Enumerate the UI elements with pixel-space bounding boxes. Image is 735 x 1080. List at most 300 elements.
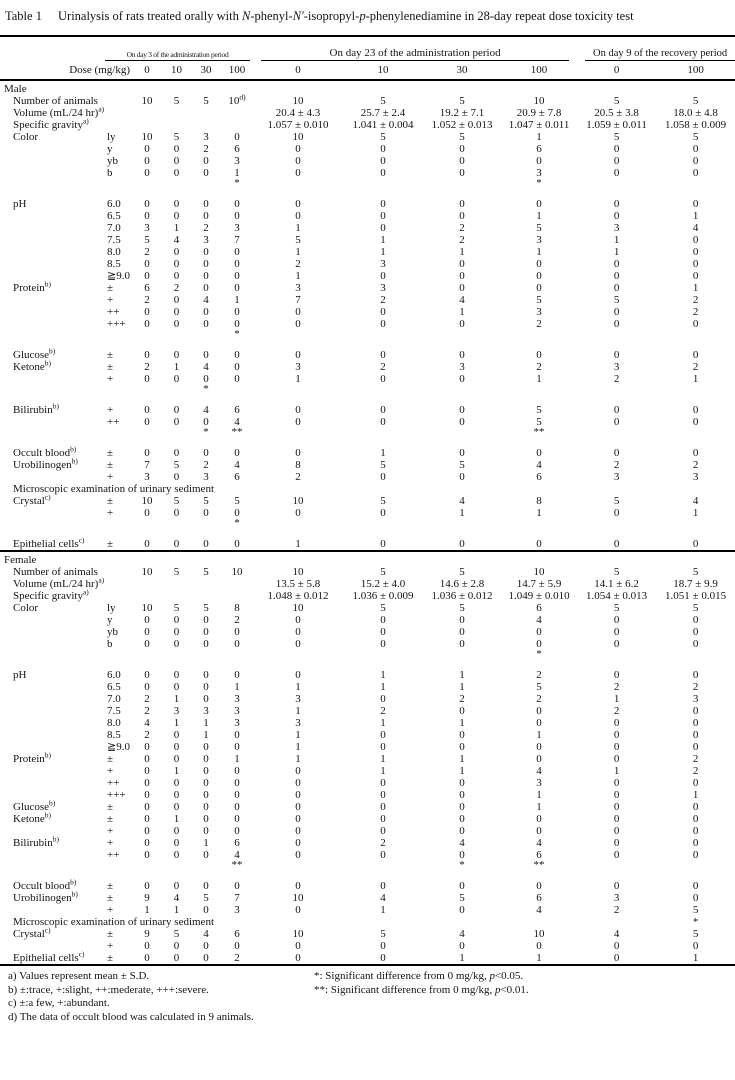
value-cell: 0 <box>144 416 150 429</box>
table-row <box>0 306 735 318</box>
grade-cell: b <box>107 638 113 651</box>
value-cell: 0 <box>234 210 240 223</box>
value-cell: 0 <box>173 789 180 802</box>
value-cell: 5 <box>173 928 180 941</box>
value-cell: 0 <box>692 801 699 814</box>
value-cell: 0 <box>295 155 301 168</box>
value-cell: 0 <box>295 940 301 953</box>
value-cell: 0 <box>536 155 542 168</box>
value-cell: 1 <box>203 837 209 850</box>
value-cell: 0 <box>144 940 150 953</box>
value-cell: 0 <box>203 373 209 386</box>
significance-mark <box>577 519 656 527</box>
value-cell: 0 <box>203 681 209 694</box>
significance-mark: ** <box>231 859 243 872</box>
value-cell: 0 <box>380 952 386 965</box>
value-cell: 2 <box>295 258 301 271</box>
value-cell: 1 <box>536 246 542 259</box>
spacer-cell <box>0 436 735 447</box>
grade-cell: ≧9.0 <box>107 741 130 754</box>
grade-cell: ± <box>107 447 114 460</box>
value-cell: 1 <box>536 373 542 386</box>
grade-cell: yb <box>107 626 118 639</box>
value-cell: 0 <box>173 416 180 429</box>
value-cell: 3 <box>380 258 386 271</box>
value-cell: 3 <box>613 471 620 484</box>
row-label: Epithelial cells$^{c)}$ <box>13 949 85 965</box>
grade-cell: + <box>107 404 114 417</box>
value-cell: 2 <box>459 693 465 706</box>
row-label <box>0 246 92 258</box>
value-cell: 0 <box>692 404 699 417</box>
dose-value: 10 <box>162 61 191 80</box>
value-cell: 10 <box>141 95 153 108</box>
value-cell: 1 <box>613 765 620 778</box>
value-cell: 3 <box>234 222 240 235</box>
value-cell: 0 <box>234 282 240 295</box>
value-cell: 5 <box>459 95 465 108</box>
value-cell: 3 <box>536 777 542 790</box>
table-row <box>0 222 735 234</box>
value-cell: 8 <box>536 495 542 508</box>
value-cell: 0 <box>203 825 209 838</box>
value-cell: 1 <box>295 373 301 386</box>
value-cell: 0 <box>203 849 209 862</box>
value-cell: 0 <box>144 801 150 814</box>
value-cell: 1 <box>234 167 240 180</box>
value-cell: 1 <box>692 507 699 520</box>
row-label: Number of animals <box>13 95 98 108</box>
row-label <box>0 416 92 428</box>
value-cell: 0 <box>173 258 180 271</box>
significance-mark <box>423 385 501 393</box>
value-cell: 6 <box>536 471 542 484</box>
value-cell: 18.0 ± 4.8 <box>673 107 718 120</box>
table-row <box>0 602 735 614</box>
value-cell: 5 <box>144 234 150 247</box>
value-cell: 5 <box>380 495 386 508</box>
value-cell: 0 <box>536 349 542 362</box>
value-cell: 0 <box>380 349 386 362</box>
grade-cell: + <box>107 765 114 778</box>
value-cell: 0 <box>173 349 180 362</box>
row-label <box>0 507 92 519</box>
value-cell: 0 <box>234 669 240 682</box>
value-cell: 0 <box>459 143 465 156</box>
value-cell: 0 <box>144 638 150 651</box>
spacer-row <box>0 187 735 198</box>
section-label: Male <box>4 83 27 96</box>
value-cell: 0 <box>173 777 180 790</box>
value-cell: 0 <box>234 306 240 319</box>
table-row <box>0 361 735 373</box>
grade-cell: 6.0 <box>107 198 121 211</box>
significance-mark <box>221 650 253 658</box>
value-cell: 2 <box>380 837 386 850</box>
value-cell: 1 <box>380 234 386 247</box>
value-cell: 1 <box>692 210 699 223</box>
value-cell: 1.049 ± 0.010 <box>508 590 570 603</box>
value-cell: 6 <box>234 404 240 417</box>
value-cell: 0 <box>692 849 699 862</box>
significance-marks-row <box>0 519 735 527</box>
value-cell: 0 <box>613 880 620 893</box>
significance-mark: ** <box>533 859 545 872</box>
value-cell: 5 <box>203 602 209 615</box>
value-cell: 0 <box>144 404 150 417</box>
significance-mark <box>253 650 343 658</box>
grade-cell: ± <box>107 495 114 508</box>
table-row <box>0 928 735 940</box>
grade-cell: b <box>107 167 113 180</box>
table-row <box>0 198 735 210</box>
table-row <box>0 952 735 965</box>
significance-mark <box>132 428 162 436</box>
value-cell: 3 <box>295 361 301 374</box>
value-cell: 2 <box>203 459 209 472</box>
value-cell: 4 <box>613 928 620 941</box>
value-cell: 0 <box>692 940 699 953</box>
row-label: Glucose$^{b)}$ <box>13 346 56 362</box>
significance-mark <box>577 650 656 658</box>
value-cell: 5 <box>203 495 209 508</box>
value-cell: 0 <box>203 693 209 706</box>
value-cell: 0 <box>692 777 699 790</box>
grade-cell: ++ <box>107 306 120 319</box>
value-cell: 0 <box>380 940 386 953</box>
value-cell: 0 <box>203 753 209 766</box>
grade-cell: ± <box>107 880 114 893</box>
value-cell: 0 <box>173 638 180 651</box>
period-day3-label: On day 3 of the administration period <box>105 50 250 61</box>
value-cell: 0 <box>380 155 386 168</box>
significance-mark <box>423 179 501 187</box>
value-cell: 0 <box>173 952 180 965</box>
value-cell: 0 <box>459 638 465 651</box>
row-label <box>0 693 92 705</box>
grade-cell: ± <box>107 282 114 295</box>
row-label: Glucose$^{b)}$ <box>13 798 56 814</box>
value-cell: 2 <box>692 681 699 694</box>
row-label: Bilirubin$^{b)}$ <box>13 834 59 850</box>
value-cell: 10 <box>292 892 304 905</box>
grade-cell: 8.0 <box>107 246 121 259</box>
value-cell: 0 <box>380 167 386 180</box>
value-cell: 0 <box>459 282 465 295</box>
value-cell: 0 <box>173 626 180 639</box>
significance-mark: ** <box>533 426 545 439</box>
value-cell: 0 <box>613 717 620 730</box>
value-cell: 0 <box>144 167 150 180</box>
value-cell: 0 <box>459 904 465 917</box>
value-cell: 0 <box>144 306 150 319</box>
value-cell: 0 <box>613 849 620 862</box>
value-cell: 0 <box>203 626 209 639</box>
value-cell: 0 <box>380 777 386 790</box>
value-cell: 2 <box>144 705 150 718</box>
value-cell <box>132 107 162 119</box>
table-row <box>0 614 735 626</box>
value-cell: 3 <box>613 222 620 235</box>
significance-mark <box>343 916 423 928</box>
value-cell: 0 <box>173 246 180 259</box>
value-cell: 2 <box>380 705 386 718</box>
row-label <box>0 849 92 861</box>
value-cell: 0 <box>536 825 542 838</box>
significance-mark <box>423 916 501 928</box>
value-cell: 1 <box>536 801 542 814</box>
table-row <box>0 566 735 578</box>
value-cell: 0 <box>459 198 465 211</box>
grade-cell: 7.0 <box>107 222 121 235</box>
value-cell: 1 <box>295 222 301 235</box>
value-cell: 0 <box>536 741 542 754</box>
value-cell: 5 <box>380 566 386 579</box>
grade-cell: ± <box>107 753 114 766</box>
value-cell: 4 <box>459 928 465 941</box>
table-row <box>0 119 735 131</box>
value-cell: 0 <box>692 717 699 730</box>
value-cell: 0 <box>380 638 386 651</box>
dose-label: Dose (mg/kg) <box>0 61 132 80</box>
value-cell: 0 <box>692 258 699 271</box>
value-cell: 4 <box>380 892 386 905</box>
value-cell: 2 <box>692 459 699 472</box>
grade-cell: 6.0 <box>107 669 121 682</box>
significance-mark <box>162 650 191 658</box>
value-cell: 5 <box>613 131 620 144</box>
grade-cell: ++ <box>107 416 120 429</box>
value-cell: 0 <box>613 729 620 742</box>
table-row <box>0 349 735 361</box>
grade-cell: 6.5 <box>107 681 121 694</box>
value-cell: 1 <box>234 294 240 307</box>
value-cell: 0 <box>173 447 180 460</box>
value-cell: 0 <box>144 880 150 893</box>
value-cell: 0 <box>459 258 465 271</box>
value-cell: 0 <box>173 801 180 814</box>
value-cell: 0 <box>295 318 301 331</box>
value-cell: 0 <box>613 198 620 211</box>
value-cell: 2 <box>295 471 301 484</box>
row-label <box>0 626 92 638</box>
significance-mark <box>343 428 423 436</box>
spacer-cell <box>0 527 735 538</box>
significance-mark <box>656 428 735 436</box>
value-cell: 1 <box>173 765 180 778</box>
grade-cell: 7.5 <box>107 234 121 247</box>
footnote-c: c) ±:a few, +:abundant. <box>8 997 110 1010</box>
value-cell: 0 <box>380 825 386 838</box>
table-row <box>0 507 735 519</box>
value-cell: 3 <box>692 471 699 484</box>
grade-cell: 7.0 <box>107 693 121 706</box>
significance-mark <box>132 519 162 527</box>
value-cell: 0 <box>203 167 209 180</box>
value-cell: 4 <box>536 765 542 778</box>
value-cell: 2 <box>536 361 542 374</box>
spacer-row <box>0 436 735 447</box>
value-cell: 1 <box>173 693 180 706</box>
value-cell: 0 <box>203 155 209 168</box>
value-cell: 2 <box>380 361 386 374</box>
value-cell: 2 <box>459 222 465 235</box>
value-cell: 1 <box>536 729 542 742</box>
empty-cell <box>0 861 132 869</box>
value-cell: 0 <box>173 507 180 520</box>
value-cell: 1 <box>295 270 301 283</box>
value-cell: 3 <box>234 717 240 730</box>
table-row <box>0 459 735 471</box>
value-cell: 2 <box>234 952 240 965</box>
value-cell: 0 <box>173 741 180 754</box>
value-cell: 1 <box>380 246 386 259</box>
table-row <box>0 669 735 681</box>
table-row <box>0 693 735 705</box>
value-cell: 0 <box>234 789 240 802</box>
value-cell: 0 <box>459 349 465 362</box>
section-row <box>0 551 735 566</box>
value-cell: 0 <box>613 952 620 965</box>
row-label <box>0 143 92 155</box>
value-cell: 0 <box>203 318 209 331</box>
value-cell: 0 <box>459 849 465 862</box>
value-cell: 0 <box>459 373 465 386</box>
value-cell: 5 <box>380 602 386 615</box>
table-row <box>0 495 735 507</box>
value-cell: 0 <box>295 789 301 802</box>
value-cell: 3 <box>234 705 240 718</box>
value-cell: 19.2 ± 7.1 <box>439 107 485 120</box>
value-cell: 5 <box>536 222 542 235</box>
value-cell: 0 <box>234 318 240 331</box>
table-row <box>0 416 735 428</box>
value-cell: 0 <box>173 210 180 223</box>
value-cell <box>132 119 162 131</box>
value-cell: 0 <box>692 813 699 826</box>
value-cell: 9 <box>144 928 150 941</box>
value-cell: 6 <box>144 282 150 295</box>
significance-mark <box>191 179 221 187</box>
value-cell: 5 <box>380 459 386 472</box>
value-cell: 8 <box>234 602 240 615</box>
value-cell: 0 <box>173 681 180 694</box>
spacer-row <box>0 527 735 538</box>
row-label <box>0 234 92 246</box>
significance-marks-row <box>0 179 735 187</box>
grade-cell <box>92 590 132 602</box>
value-cell: 5 <box>613 495 620 508</box>
row-label <box>0 373 92 385</box>
value-cell: 0 <box>613 789 620 802</box>
spacer-cell <box>0 658 735 669</box>
spacer-cell <box>0 869 735 880</box>
row-label: Protein$^{b)}$ <box>13 279 52 295</box>
value-cell: 0 <box>295 614 301 627</box>
grade-cell: ± <box>107 538 114 551</box>
value-cell: 0 <box>692 270 699 283</box>
value-cell: 0 <box>144 952 150 965</box>
value-cell: 6 <box>234 143 240 156</box>
value-cell: 1.036 ± 0.009 <box>352 590 414 603</box>
table-row <box>0 590 735 602</box>
value-cell: 0 <box>613 282 620 295</box>
value-cell: 2 <box>234 614 240 627</box>
value-cell: 0 <box>144 753 150 766</box>
footnote-b: b) ±:trace, +:slight, ++:mederate, +++:severe. <box>8 983 209 996</box>
significance-mark <box>656 861 735 869</box>
value-cell: 0 <box>459 404 465 417</box>
grade-cell: 8.5 <box>107 258 121 271</box>
value-cell <box>162 119 191 131</box>
grade-cell: ± <box>107 892 114 905</box>
value-cell: 0 <box>613 167 620 180</box>
value-cell: 0 <box>234 765 240 778</box>
value-cell: 0 <box>173 306 180 319</box>
period-day23-label: On day 23 of the administration period <box>261 47 569 61</box>
significance-mark <box>132 385 162 393</box>
value-cell: 1 <box>613 246 620 259</box>
value-cell: 4 <box>536 837 542 850</box>
value-cell: 1 <box>203 717 209 730</box>
table-row <box>0 626 735 638</box>
significance-note: *: Significant difference from 0 mg/kg, p<0.05. <box>314 970 524 983</box>
grade-cell: +++ <box>107 318 126 331</box>
value-cell: 0 <box>173 198 180 211</box>
significance-mark <box>253 428 343 436</box>
value-cell: 0 <box>613 813 620 826</box>
value-cell: 0 <box>203 952 209 965</box>
significance-mark <box>253 385 343 393</box>
value-cell: 2 <box>692 765 699 778</box>
grade-cell: + <box>107 294 114 307</box>
value-cell: 0 <box>203 447 209 460</box>
value-cell: 1.058 ± 0.009 <box>665 119 727 132</box>
value-cell: 0 <box>613 825 620 838</box>
value-cell: 1 <box>459 681 465 694</box>
row-label: Volume (mL/24 hr)$^{a)}$ <box>13 104 105 120</box>
period-recovery-label: On day 9 of the recovery period <box>585 48 735 61</box>
value-cell: 0 <box>613 210 620 223</box>
dose-value: 100 <box>221 61 253 80</box>
value-cell: 3 <box>203 705 209 718</box>
value-cell: 1 <box>380 681 386 694</box>
value-cell: 0 <box>459 447 465 460</box>
value-cell: 0 <box>459 155 465 168</box>
value-cell: 0 <box>234 447 240 460</box>
dose-value: 10 <box>343 61 423 80</box>
value-cell: 1 <box>173 222 180 235</box>
value-cell: 0 <box>295 880 301 893</box>
value-cell: 1.051 ± 0.015 <box>665 590 727 603</box>
value-cell: 0 <box>203 538 209 551</box>
row-label <box>0 471 92 483</box>
significance-mark <box>343 650 423 658</box>
value-cell: 0 <box>234 131 240 144</box>
value-cell: 0 <box>295 638 301 651</box>
value-cell: 0 <box>234 258 240 271</box>
significance-mark: * <box>234 517 240 530</box>
value-cell: 3 <box>613 361 620 374</box>
row-label <box>0 614 92 626</box>
value-cell: 0 <box>295 765 301 778</box>
value-cell: 0 <box>613 801 620 814</box>
value-cell: 1 <box>234 753 240 766</box>
row-label: Urobilinogen$^{b)}$ <box>13 456 78 472</box>
value-cell: 0 <box>459 813 465 826</box>
value-cell: 7 <box>234 234 240 247</box>
significance-mark <box>221 385 253 393</box>
